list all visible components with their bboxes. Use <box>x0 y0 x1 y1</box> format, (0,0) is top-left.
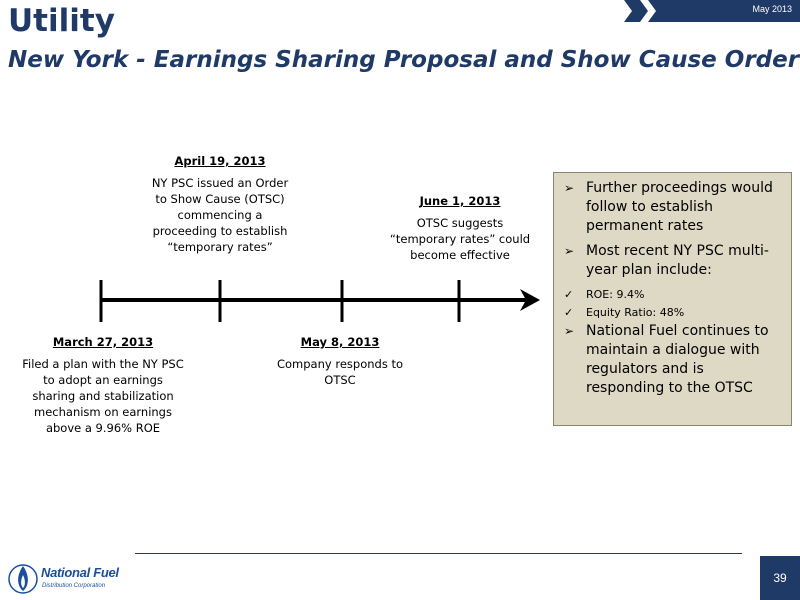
event-line: become effective <box>410 248 510 262</box>
event-line: commencing a <box>177 208 263 222</box>
key-points-box <box>553 172 792 426</box>
timeline-event-april-19 <box>130 153 310 255</box>
event-line: above a 9.96% ROE <box>45 421 161 435</box>
key-point-text: National Fuel continues to maintain a dialogue with regulators and is responding to the OTSC <box>586 323 769 396</box>
event-line: Company responds to <box>276 357 404 371</box>
key-points-list <box>564 179 783 280</box>
presentation-date: May 2013 <box>752 4 792 14</box>
arrow-bullet-icon: ➢ <box>564 324 575 338</box>
event-line: to adopt an earnings <box>43 373 163 387</box>
event-description <box>130 175 310 255</box>
slide-subtitle: New York - Earnings Sharing Proposal and Show Cause Order <box>8 47 800 73</box>
event-date: April 19, 2013 <box>174 154 266 168</box>
event-description <box>8 356 198 436</box>
timeline-event-march-27 <box>8 334 198 436</box>
page-number: 39 <box>760 556 800 600</box>
timeline-axis <box>90 276 550 326</box>
sub-point <box>564 286 783 304</box>
key-point <box>564 322 783 398</box>
key-point-text: Further proceedings would follow to establish permanent rates <box>586 180 773 234</box>
event-description <box>250 356 430 388</box>
date-tab <box>620 0 800 22</box>
logo-subtitle: Distribution Corporation <box>42 583 106 589</box>
flame-logo-icon <box>8 562 38 596</box>
event-line: NY PSC issued an Order <box>151 176 289 190</box>
event-line: “temporary rates” could <box>389 232 531 246</box>
event-line: proceeding to establish <box>152 224 288 238</box>
sub-point <box>564 304 783 322</box>
slide-title: Utility <box>8 3 115 39</box>
event-date: June 1, 2013 <box>419 194 501 208</box>
sub-point-text: Equity Ratio: 48% <box>586 306 685 319</box>
event-line: OTSC suggests <box>416 216 504 230</box>
event-line: sharing and stabilization <box>32 389 174 403</box>
event-date: May 8, 2013 <box>300 335 380 349</box>
key-point-text: Most recent NY PSC multi-year plan include: <box>586 243 769 278</box>
arrow-bullet-icon: ➢ <box>564 244 575 258</box>
logo-wordmark: National Fuel <box>41 565 119 580</box>
sub-points-list <box>564 286 783 322</box>
sub-point-text: ROE: 9.4% <box>586 288 645 301</box>
event-date: March 27, 2013 <box>52 335 154 349</box>
company-logo <box>8 562 123 596</box>
event-line: OTSC <box>324 373 356 387</box>
event-line: to Show Cause (OTSC) <box>155 192 285 206</box>
checkmark-icon: ✓ <box>564 288 574 301</box>
event-line: “temporary rates” <box>167 240 273 254</box>
key-point <box>564 242 783 280</box>
arrow-bullet-icon: ➢ <box>564 181 575 195</box>
footer-divider <box>135 553 742 554</box>
timeline-event-june-1 <box>370 193 550 263</box>
key-point <box>564 179 783 236</box>
checkmark-icon: ✓ <box>564 306 574 319</box>
timeline-event-may-8 <box>250 334 430 388</box>
event-description <box>370 215 550 263</box>
event-line: Filed a plan with the NY PSC <box>22 357 184 371</box>
event-line: mechanism on earnings <box>34 405 172 419</box>
key-points-list-continued <box>564 322 783 398</box>
